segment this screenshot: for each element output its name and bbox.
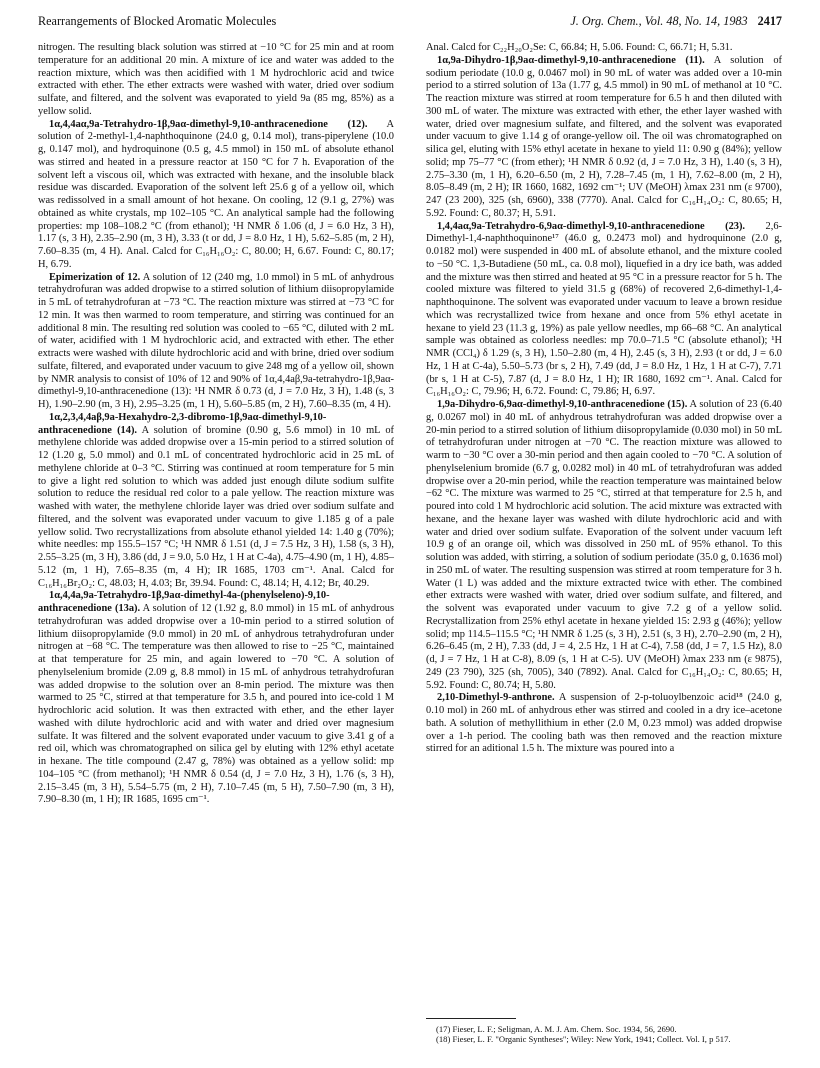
- section-heading: 1,4,4aα,9a-Tetrahydro-6,9aα-dimethyl-9,10-anthracenedione (23).: [437, 220, 746, 232]
- paragraph-text: 2,6-Dimethyl-1,4-naphthoquinone¹⁷ (46.0 g, 0.2473 mol) and hydroquinone (2.0 g, 0.0182 mol) were suspended in 400 mL of absolute ethanol, and the mixture cooled to −50 °C. 1,3-Butadiene (50 mL, ca. 0.8 mol), liquefied in a dry ice bath, was added and the mixture was then stirred and heated at 95 °C in a pressure reactor for 5 h. The cooled mixture was filtered to yield 31.5 g (68%) of recovered 2,6-dimethyl-1,4-naphthoquinone. The solvent was evaporated under vacuum to leave a brown residue which was recrystallized twice from hexane and once from 5% ethyl acetate in hexane to yield 23 (11.3 g, 19%) as pale yellow needles, mp 66–68 °C. An analytical sample was obtained as colorless needles: mp 70.0–71.5 °C (absolute ethanol); ¹H NMR (CCl₄) δ 1.29 (s, 3 H), 1.50–2.80 (m, 4 H), 2.45 (s, 3 H), 2.93 (t or dd, J = 6.0 Hz, 1 H at C-4a), 5.50–5.73 (br s, 2 H), 7.49 (dd, J = 8.0 Hz, 1 Hz, 1 H at C-7), 7.71 (br s, 1 H at C-5), 7.87 (d, J = 8.0 Hz, 1 H); IR 1680, 1692 cm⁻¹. Anal. Calcd for C₁₆H₁₆O₂: C, 79.96; H, 6.72. Found: C, 79.86; H, 6.97.: [426, 220, 782, 398]
- paragraph-text: A solution of 2-methyl-1,4-naphthoquinone (24.0 g, 0.14 mol), trans-piperylene (10.0 g, 0.147 mol), and hydroquinone (0.5 g, 4.5 mmol) in 150 mL of absolute ethanol was stirred and heated in a pressure reactor at 150 °C for 7 h. Evaporation of the solvent left a viscous oil, which was extracted with hexane, and the insoluble black residue was discarded. Evaporation of the solvent left 25.6 g of a yellow oil, which was redissolved in a small amount of hot hexane. On cooling, 12 (9.1 g, 27%) was obtained as white crystals, mp 102–105 °C. An analytical sample had the following properties: mp 108–108.2 °C (from ethanol); ¹H NMR δ 1.06 (d, J = 6.0 Hz, 3 H), 1.17 (s, 3 H), 2.35–2.90 (m, 3 H), 3.33 (t or dd, J = 8.0 Hz, 1 H), 5.62–5.85 (m, 2 H), 7.60–8.35 (m, 4 H). Anal. Calcd for C₁₆H₁₆O₂: C, 80.00; H, 6.67. Found: C, 80.17; H, 6.79.: [38, 118, 394, 270]
- right-column-paragraph: [426, 55, 782, 221]
- right-column: [426, 42, 782, 756]
- paragraph-text: A suspension of 2-p-toluoylbenzoic acid¹⁸ (24.0 g, 0.10 mol) in 260 mL of anhydrous ether was stirred and cooled in a dry ice–acetone bath. A solution of methyllithium in ether (2.0 M, 0.23 mmol) was added dropwise over a 1-h period. The cooling bath was then removed and the reaction mixture stirred for an aditional 1.5 h. The mixture was poured into a: [426, 692, 782, 755]
- paragraph-text: A solution of sodium periodate (10.0 g, 0.0467 mol) in 90 mL of water was added over a 10-min period to a stirred solution of 13a (1.77 g, 4.5 mmol) in 90 mL of methanol at 10 °C. The reaction mixture was stirred at room temperature for 6.5 h and then diluted with 300 mL of water. The mixture was extracted with ether, the ether layer washed with water, dried over magnesium sulfate, and filtered, and the solvent was evaporated under vacuum to give 1.14 g of orange-yellow oil. The oil was chromatographed on silica gel, eluting with 15% ethyl acetate in hexane to yield 11: 0.90 g (84%); yellow solid; mp 75–77 °C (from ether); ¹H NMR δ 0.92 (d, J = 7.0 Hz, 3 H), 1.40 (s, 3 H), 2.75–3.30 (m, 1 H), 6.20–6.50 (m, 2 H), 7.28–7.45 (m, 1 H), 7.62–8.00 (m, 2 H), 8.05–8.49 (m, 2 H); IR 1660, 1682, 1692 cm⁻¹; UV (MeOH) λmax 231 nm (ε 9700), 247 (23 200), 325 (sh, 6960), 338 (7770). Anal. Calcd for C₁₆H₁₄O₂: C, 80.65; H, 5.92. Found: C, 80.37; H, 5.91.: [426, 54, 782, 219]
- section-heading: 1,9a-Dihydro-6,9aα-dimethyl-9,10-anthracenedione (15).: [437, 399, 688, 410]
- section-heading: 1α,9a-Dihydro-1β,9aα-dimethyl-9,10-anthracenedione (11).: [437, 54, 705, 66]
- paragraph-text: A solution of 23 (6.40 g, 0.0267 mol) in 40 mL of anhydrous tetrahydrofuran was added dropwise over a 20-min period to a stirred solution of lithium diisopropylamide (0.030 mol) in 50 mL of tetrahydrofuran under nitrogen at −70 °C. The reaction mixture was allowed to warm to −30 °C over a 30-min period and then again cooled to −70 °C. A solution of phenylselenium bromide (6.7 g, 0.0282 mol) in 40 mL of tetrahydrofuran was added dropwise over a 20-min period, while the reaction temperature was maintained below −62 °C. The mixture was warmed to 25 °C, stirred at that temperature for 2.5 h, and poured into cold 1 M hydrochloric acid solution. The acid mixture was extracted with hexane, and the hexane layer was washed with dilute hydrochloric acid and with water and dried over sodium sulfate. Evaporation of the solvent under vacuum left 10.9 g of an orange oil, which was dissolved in 250 mL of 95% ethanol. To this solution was added, with stirring, a solution of sodium periodate (35.0 g, 0.1636 mol) in 250 mL of water. The resulting suspension was stirred at room temperature for 3 h. Water (1 L) was added and the mixture extracted twice with ether. The combined ether extracts were washed with water, dried over sodium sulfate, and filtered, and the solvent was evaporated under vacuum to give 7.2 g of a yellow solid. Recrystallization from 25% ethyl acetate in hexane yielded 15: 2.93 g (46%); yellow solid; mp 114.5–115.5 °C; ¹H NMR δ 1.25 (s, 3 H), 2.51 (s, 3 H), 2.70–2.90 (m, 2 H), 6.26–6.45 (m, 2 H), 7.33 (dd, J = 4, 2.5 Hz, 1 H at C-4), 7.58 (dd, J = 7, 1.5 Hz), 8.0 (d, J = 7 Hz, 1 H at C-8), 8.09 (s, 1 H at C-5). UV (MeOH) λmax 233 nm (ε 9875), 249 (23 790), 325 (sh, 7005), 340 (7892). Anal. Calcd for C₁₆H₁₄O₂: C, 80.65; H, 5.92. Found: C, 80.74; H, 5.80.: [426, 399, 783, 691]
- paragraph-text: Anal. Calcd for C₂₂H₂₀O₂Se: C, 66.84; H, 5.06. Found: C, 66.71; H, 5.31.: [426, 42, 733, 53]
- left-column-paragraph: [38, 590, 394, 807]
- footnote-18: (18) Fieser, L. F. "Organic Syntheses"; Wiley: New York, 1941; Collect. Vol. I, p 517.: [436, 1034, 731, 1044]
- page-number: 2417: [757, 14, 782, 28]
- footnotes: [426, 1018, 782, 1044]
- paragraph-text: nitrogen. The resulting black solution was stirred at −10 °C for 25 min and at room temperature for an additional 20 min. A mixture of ice and water was added to the reaction mixture, which was then acidified with 1 M hydrochloric acid and twice extracted with ether. The ether extracts were washed with water, dried over sodium sulfate, and filtered, and the solvent was evaporated to yield 9a (85 mg, 85%) as a yellow solid.: [38, 42, 394, 117]
- right-column-paragraph: [426, 692, 782, 756]
- left-column-paragraph: [38, 412, 394, 591]
- footnote-17: (17) Fieser, L. F.; Seligman, A. M. J. Am. Chem. Soc. 1934, 56, 2690.: [436, 1024, 677, 1034]
- paragraph-text: A solution of bromine (0.90 g, 5.6 mmol) in 10 mL of methylene chloride was added dropwise over a 15-min period to a stirred solution of 12 (1.20 g, 5.0 mmol) and 0.1 mL of concentrated hydrochloric acid in 25 mL of methylene chloride at 0–3 °C. Stirring was continued at room temperature for 5 min to give a light red solution to which was added just enough dilute sodium sulfite solution to reduce the residual red color to a pale yellow. The reaction mixture was washed with water, the methylene chloride layer was dried over sodium sulfate and filtered, and the solvent was evaporated under vacuum to give 1.185 g of a pale yellow solid. Two recrystallizations from absolute ethanol yielded 14: 1.40 g (70%); white needles: mp 155.5–157 °C; ¹H NMR δ 1.51 (d, J = 7.5 Hz, 3 H), 1.58 (s, 3 H), 2.55–3.25 (m, 3 H), 3.86 (dd, J = 9.0, 5.0 Hz, 1 H at C-4a), 4.75–4.90 (m, 1 H), 4.85–5.12 (m, 1 H), 7.65–8.35 (m, 4 H); IR 1685, 1703 cm⁻¹. Anal. Calcd for C₁₆H₁₆Br₂O₂: C, 48.03; H, 4.03; Br, 39.94. Found: C, 48.14; H, 4.12; Br, 40.29.: [38, 424, 394, 589]
- journal-citation: [570, 14, 782, 29]
- footnote-rule: [426, 1018, 516, 1019]
- left-column-paragraph: [38, 272, 394, 412]
- section-heading: 1α,4,4aα,9a-Tetrahydro-1β,9aα-dimethyl-9,10-anthracenedione (12).: [49, 118, 368, 130]
- running-header: [38, 14, 782, 34]
- left-column-paragraph: [38, 119, 394, 272]
- left-column-paragraph: [38, 42, 394, 119]
- right-column-paragraph: [426, 399, 782, 692]
- section-heading: 1α,4,4a,9a-Tetrahydro-1β,9aα-dimethyl-4a-(phenylseleno)-9,10-anthracenedione (13a).: [38, 590, 330, 614]
- right-column-paragraph: [426, 42, 782, 55]
- journal-name: J. Org. Chem., Vol. 48, No. 14, 1983: [570, 14, 748, 28]
- section-heading: Epimerization of 12.: [49, 271, 141, 283]
- section-heading: 1α,2,3,4,4aβ,9a-Hexahydro-2,3-dibromo-1β,9aα-dimethyl-9,10-anthracenedione (14).: [38, 411, 327, 436]
- section-heading: 2,10-Dimethyl-9-anthrone.: [437, 692, 555, 704]
- paragraph-text: A solution of 12 (1.92 g, 8.0 mmol) in 15 mL of anhydrous tetrahydrofuran was added dropwise over a 10-min period to a stirred solution of lithium diisopropylamide (9.0 mmol) in 20 mL of anhydrous tetrahydrofuran under nitrogen at −68 °C. The temperature was then allowed to rise to −25 °C, maintained at that temperature for 25 min, and again lowered to −70 °C. A solution of phenylselenium bromide (2.09 g, 8.8 mmol) in 15 mL of anhydrous tetrahydrofuran was added dropwise to the solution over an 8-min period. The mixture was then warmed to 25 °C, stirred at that temperature for 3.5 h, and poured into ice-cold 1 M hydrochloric acid solution. It was then extracted with ether, and the ether layer washed with dilute hydrochloric acid and with water and dried over magnesium sulfate. It was filtered and the solvent evaporated under vacuum to give 3.41 g of a red oil, which was chromatographed on silica gel by eluting with 12% ethyl acetate in hexane. The title compound (2.47 g, 78%) was obtained as a yellow solid: mp 104–105 °C (from methanol); ¹H NMR δ 0.54 (d, J = 7.0 Hz, 3 H), 1.76 (s, 3 H), 2.15–3.45 (m, 3 H), 5.54–5.75 (m, 2 H), 7.10–7.45 (m, 5 H), 7.50–7.90 (m, 3 H), 7.90–8.30 (m, 1 H); IR 1685, 1695 cm⁻¹.: [38, 603, 395, 806]
- running-title: Rearrangements of Blocked Aromatic Molecules: [38, 14, 277, 28]
- paragraph-text: A solution of 12 (240 mg, 1.0 mmol) in 5 mL of anhydrous tetrahydrofuran was added dropwise to a stirred solution of lithium diisopropylamide in 5 mL of tetrahydrofuran at −73 °C. The reaction mixture was stirred at −73 °C for 12 min. It was then warmed to room temperature, and stirring was continued for an additional 8 min. The resulting red solution was cooled to −65 °C, diluted with 2 mL of water, acidified with 1 M hydrochloric acid, and extracted with ether. The ether extracts were washed with dilute hydrochloric acid and with brine, dried over sodium sulfate, filtered, and evaporated under vacuum to give 248 mg of a yellow oil, shown by NMR analysis to consist of 10% of 12 and 90% of 1α,4,4aβ,9a-tetrahydro-1β,9aα-dimethyl-9,10-anthracenedione (13): ¹H NMR δ 0.73 (d, J = 7.0 Hz, 3 H), 1.48 (s, 3 H), 1.90–2.90 (m, 3 H), 2.95–3.25 (m, 1 H), 5.60–5.85 (m, 2 H), 7.60–8.35 (m, 4 H).: [38, 271, 394, 410]
- left-column: [38, 42, 394, 807]
- right-column-paragraph: [426, 221, 782, 400]
